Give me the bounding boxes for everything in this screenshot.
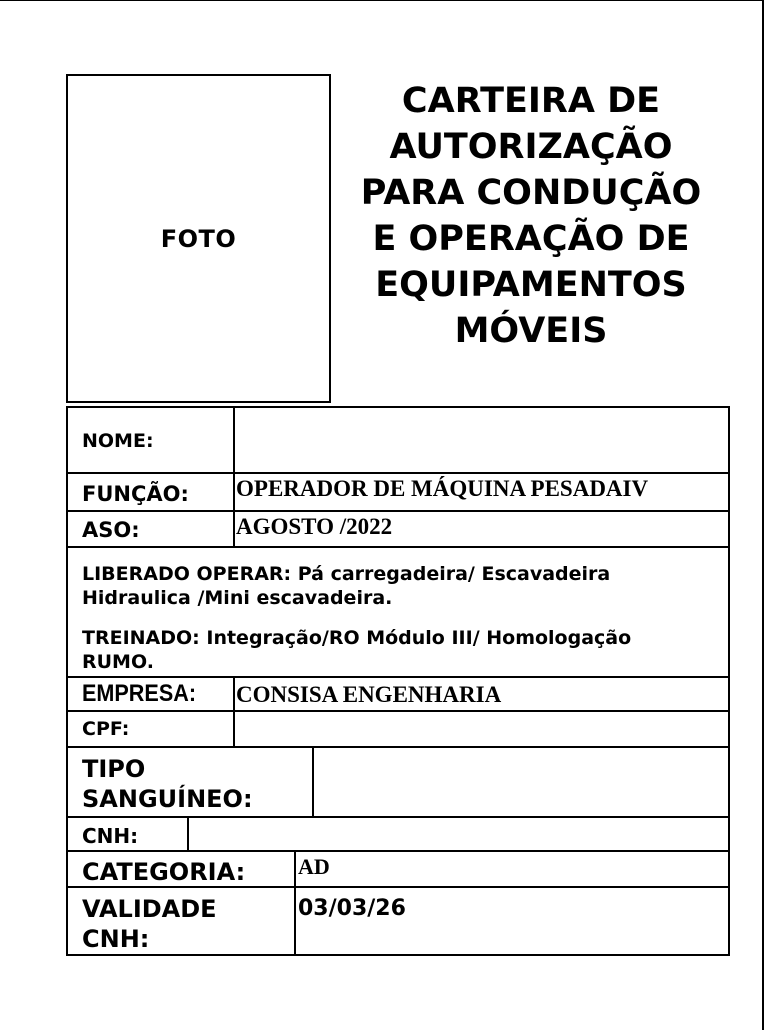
categoria-label: CATEGORIA:: [82, 858, 246, 886]
title-line: PARA CONDUÇÃO: [360, 173, 702, 213]
title-line: AUTORIZAÇÃO: [389, 127, 673, 167]
title-line: EQUIPAMENTOS: [375, 265, 687, 305]
nome-label: NOME:: [82, 430, 154, 452]
funcao-value: OPERADOR DE MÁQUINA PESADAIV: [236, 476, 649, 501]
photo-placeholder: [66, 74, 331, 403]
column-divider: [312, 746, 314, 816]
validade-value: 03/03/26: [298, 896, 406, 921]
row-divider: [68, 510, 728, 512]
row-divider: [68, 710, 728, 712]
liberado-line: Hidraulica /Mini escavadeira.: [82, 587, 393, 609]
tipo-sanguineo-label-line: SANGUÍNEO:: [82, 785, 253, 813]
title-line: CARTEIRA DE: [401, 81, 661, 121]
empresa-label: EMPRESA:: [82, 680, 197, 707]
column-divider: [294, 850, 296, 954]
row-divider: [68, 472, 728, 474]
title-line: E OPERAÇÃO DE: [372, 219, 690, 259]
row-divider: [68, 850, 728, 852]
info-table: [66, 406, 730, 956]
treinado-line: RUMO.: [82, 651, 154, 673]
cpf-label: CPF:: [82, 718, 130, 740]
treinado-line: TREINADO: Integração/RO Módulo III/ Homologação: [82, 627, 632, 649]
aso-value: AGOSTO /2022: [236, 514, 393, 539]
liberado-text: [82, 562, 610, 610]
validade-label-line: CNH:: [82, 925, 150, 953]
row-divider: [68, 816, 728, 818]
title-line: MÓVEIS: [454, 311, 608, 351]
empresa-value: CONSISA ENGENHARIA: [236, 682, 502, 707]
column-divider: [233, 408, 235, 546]
row-divider: [68, 676, 728, 678]
column-divider: [233, 676, 235, 746]
funcao-label: FUNÇÃO:: [82, 482, 189, 506]
treinado-text: [82, 626, 631, 674]
validade-label: [82, 894, 217, 954]
row-divider: [68, 886, 728, 888]
tipo-sanguineo-label: [82, 754, 253, 814]
row-divider: [68, 746, 728, 748]
cnh-label: CNH:: [82, 824, 139, 848]
categoria-value: AD: [298, 854, 330, 879]
validade-label-line: VALIDADE: [82, 895, 217, 923]
row-divider: [68, 546, 728, 548]
aso-label: ASO:: [82, 518, 140, 542]
tipo-sanguineo-label-line: TIPO: [82, 755, 146, 783]
document-title: [338, 78, 724, 354]
column-divider: [187, 816, 189, 850]
liberado-line: LIBERADO OPERAR: Pá carregadeira/ Escavadeira: [82, 563, 611, 585]
photo-label: FOTO: [160, 224, 237, 253]
